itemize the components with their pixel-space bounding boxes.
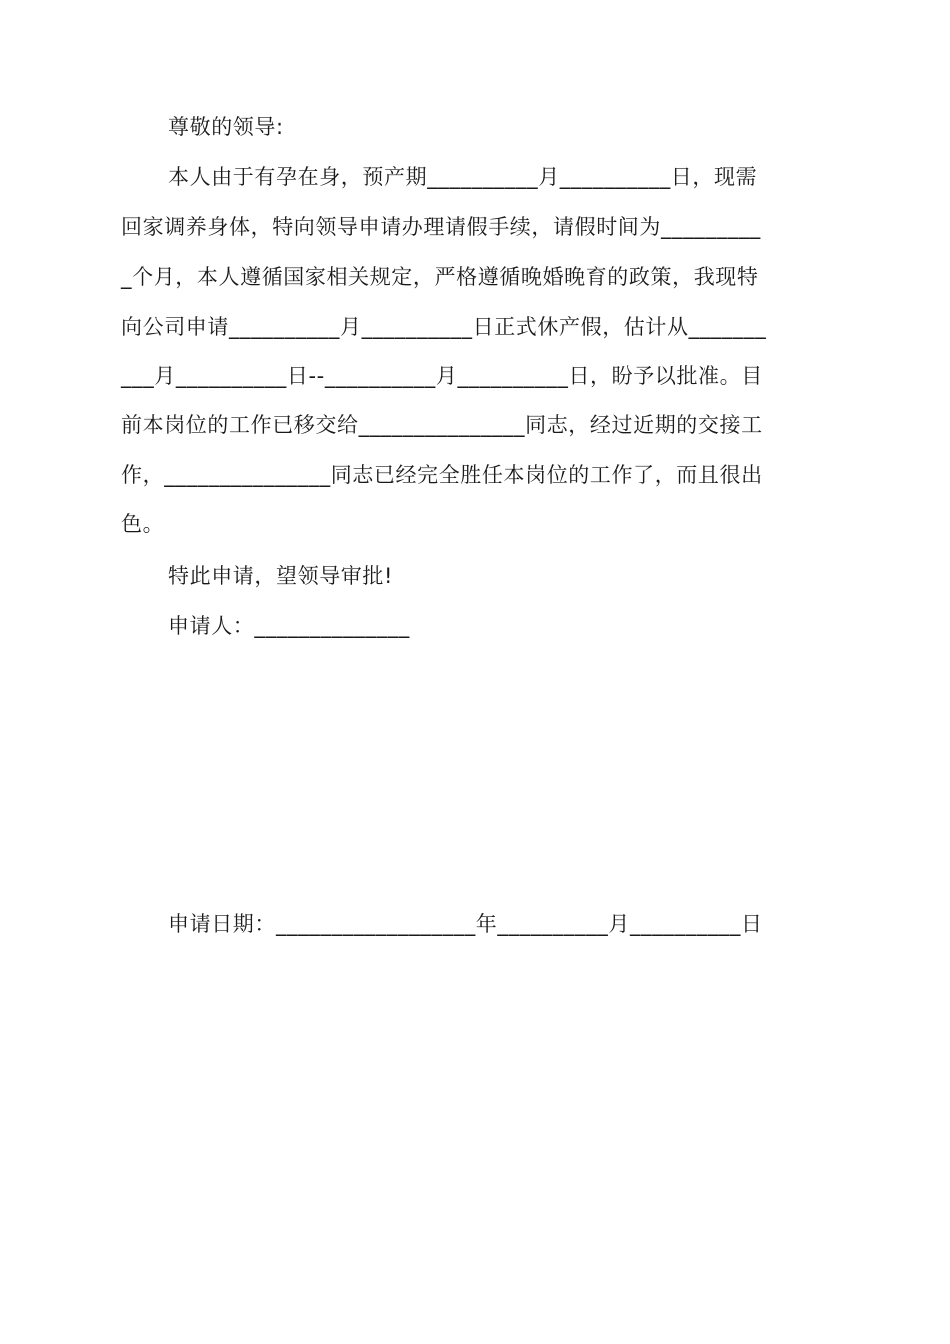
application-date-line: 申请日期：__________________年__________月__________日 — [168, 912, 763, 936]
salutation: 尊敬的领导: — [168, 115, 284, 139]
body-line-8: 色。 — [121, 512, 165, 536]
body-line-2: 回家调养身体，特向领导申请办理请假手续，请假时间为_________ — [121, 215, 761, 239]
body-line-7: 作，_______________同志已经完全胜任本岗位的工作了，而且很出 — [121, 463, 763, 487]
body-line-4: 向公司申请__________月__________日正式休产假，估计从_______ — [121, 315, 767, 339]
body-line-3: _个月，本人遵循国家相关规定，严格遵循晚婚晚育的政策，我现特 — [121, 265, 759, 289]
body-line-1: 本人由于有孕在身，预产期__________月__________日，现需 — [168, 165, 758, 189]
closing-line: 特此申请，望领导审批! — [168, 564, 394, 588]
applicant-line: 申请人：______________ — [168, 614, 410, 638]
body-line-5: ___月__________日--__________月__________日，盼予以批准。目 — [121, 364, 763, 388]
body-line-6: 前本岗位的工作已移交给_______________同志，经过近期的交接工 — [121, 413, 763, 437]
